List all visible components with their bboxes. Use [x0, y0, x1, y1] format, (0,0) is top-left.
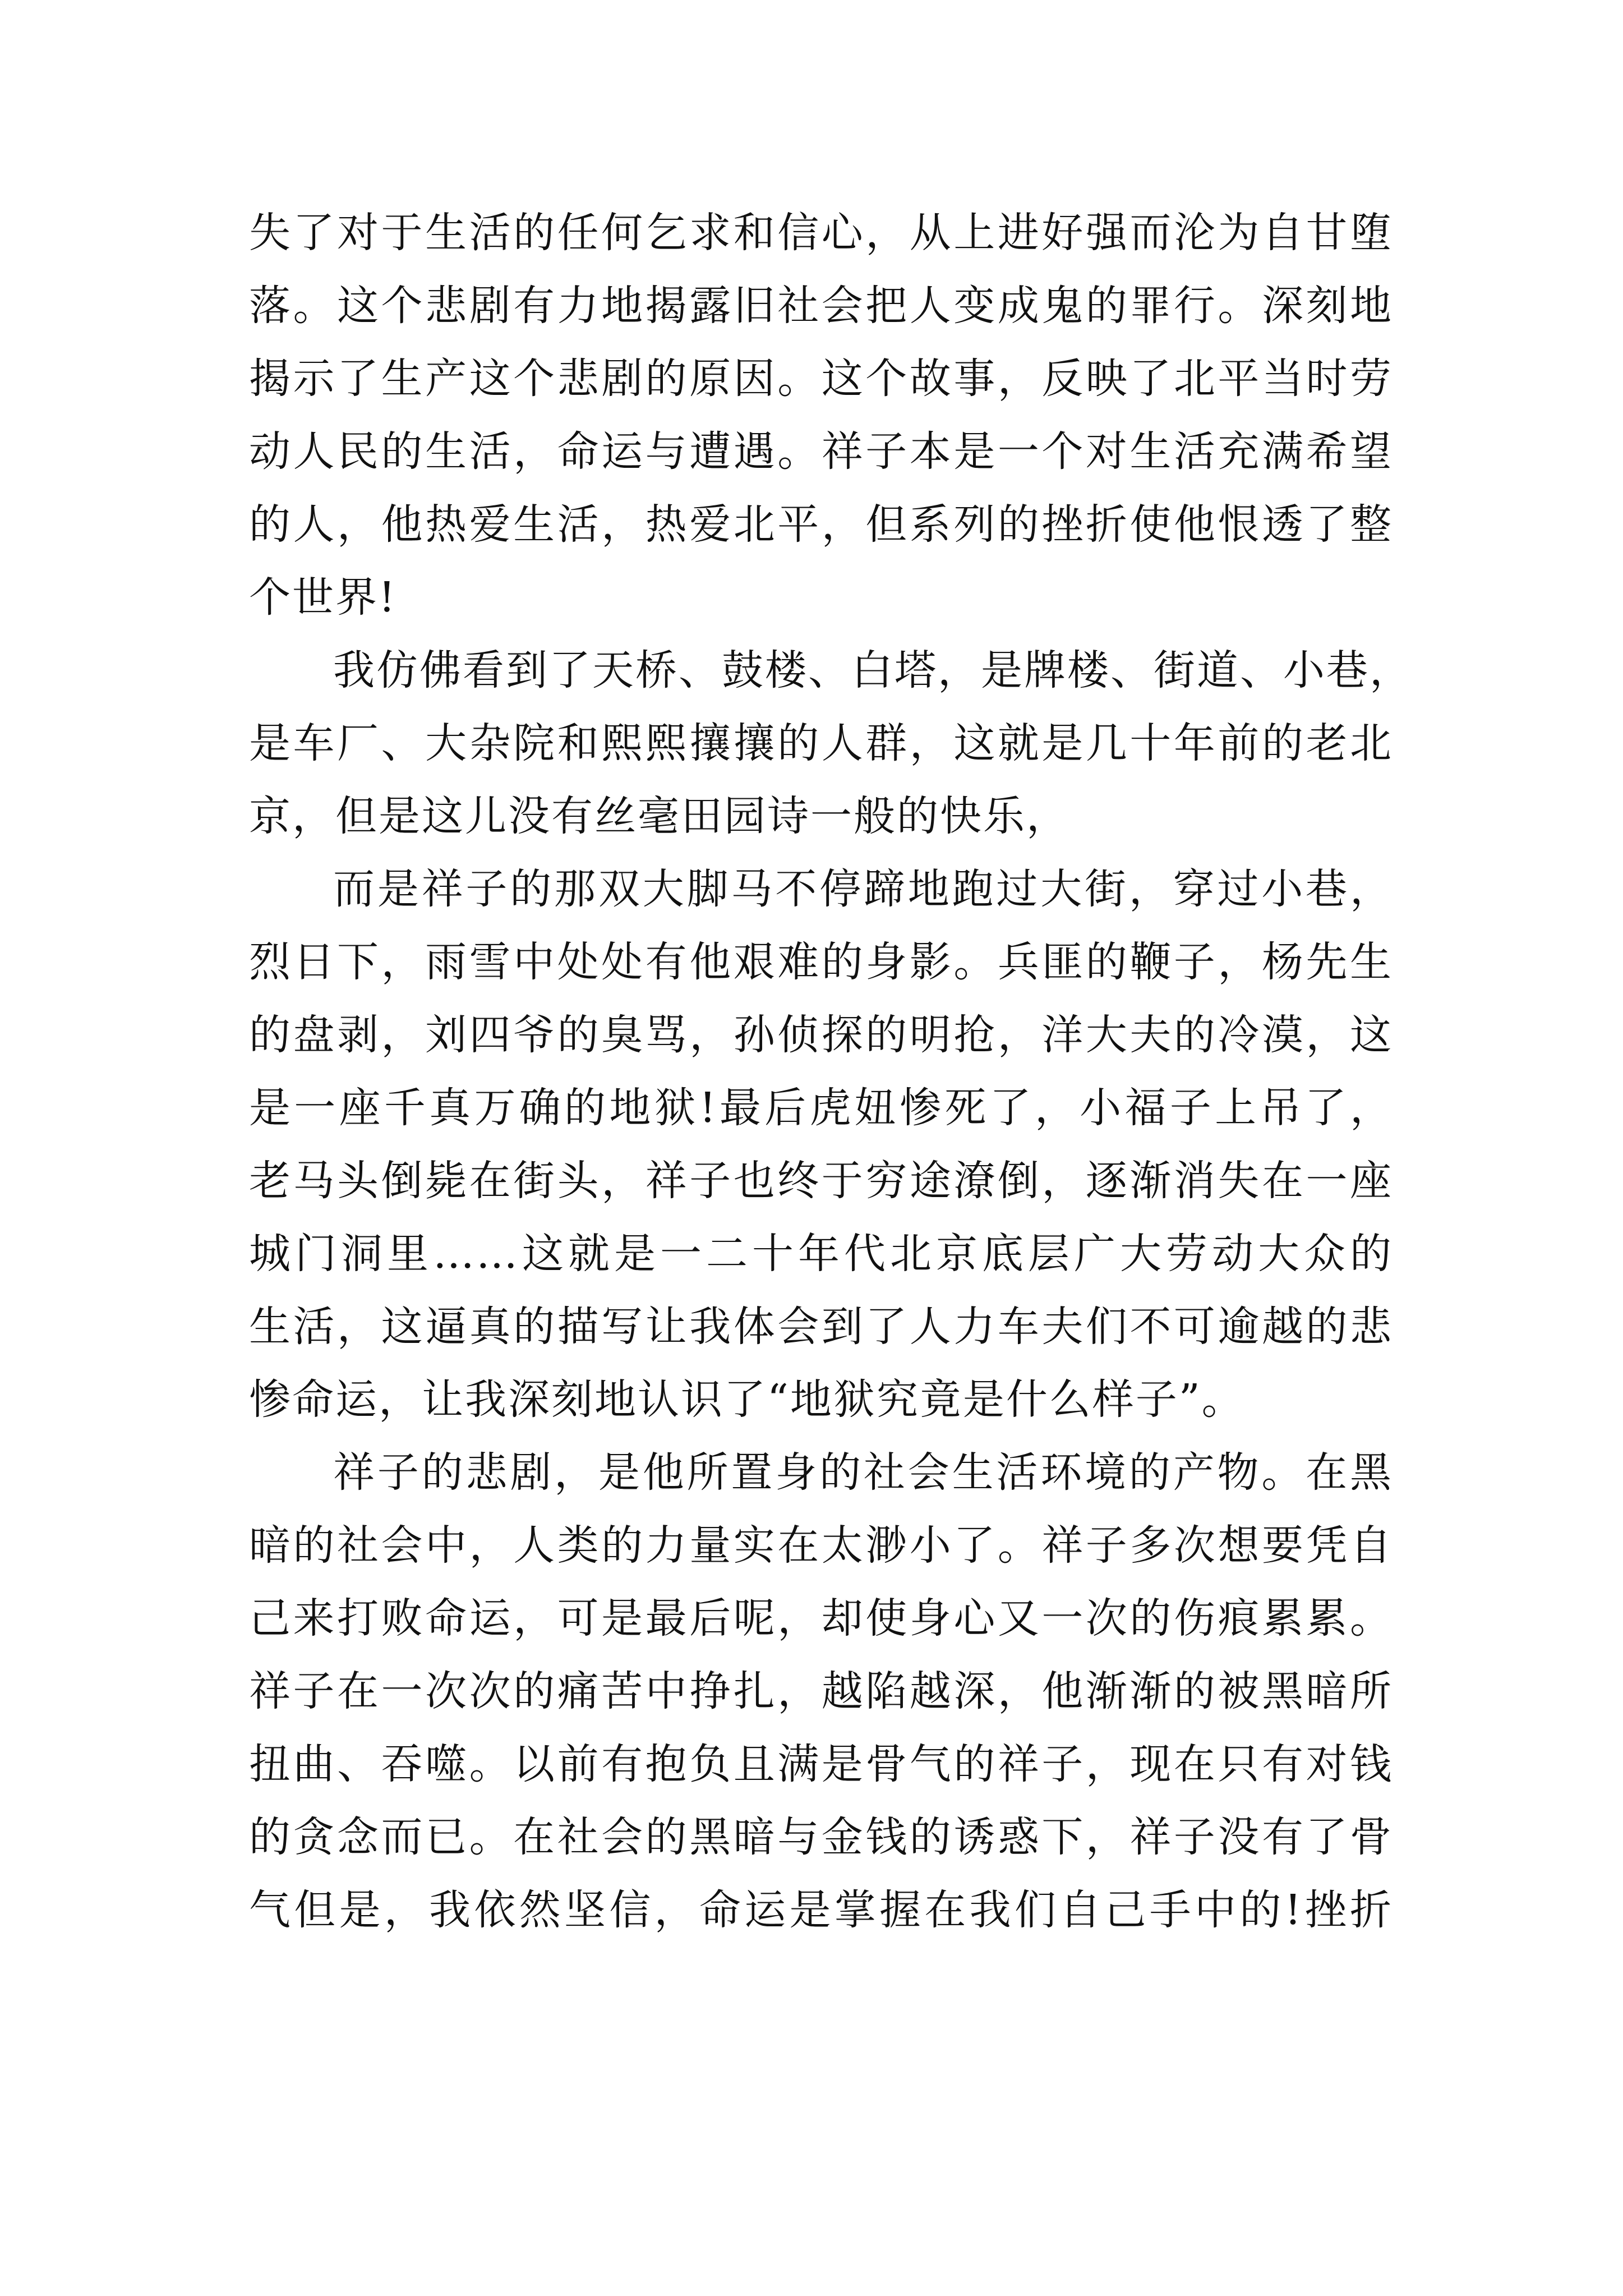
text-line: 动人民的生活，命运与遭遇。祥子本是一个对生活充满希望	[249, 427, 1393, 476]
text-line: 的贪念而已。在社会的黑暗与金钱的诱惑下，祥子没有了骨	[249, 1813, 1393, 1861]
text-line: 揭示了生产这个悲剧的原因。这个故事，反映了北平当时劳	[249, 355, 1393, 403]
text-line: 生活，这逼真的描写让我体会到了人力车夫们不可逾越的悲	[249, 1303, 1393, 1351]
text-line: 气但是，我依然坚信，命运是掌握在我们自己手中的!挫折	[249, 1886, 1393, 1934]
text-line: 落。这个悲剧有力地揭露旧社会把人变成鬼的罪行。深刻地	[249, 282, 1393, 330]
text-line: 是一座千真万确的地狱!最后虎妞惨死了，小福子上吊了，	[249, 1084, 1393, 1132]
text-line: 老马头倒毙在街头，祥子也终于穷途潦倒，逐渐消失在一座	[249, 1157, 1393, 1205]
text-line: 己来打败命运，可是最后呢，却使身心又一次的伤痕累累。	[249, 1594, 1393, 1642]
text-line: 个世界!	[249, 573, 397, 622]
text-line: 的人，他热爱生活，热爱北平，但系列的挫折使他恨透了整	[249, 500, 1393, 549]
text-line: 的盘剥，刘四爷的臭骂，孙侦探的明抢，洋大夫的冷漠，这	[249, 1011, 1393, 1059]
text-line: 祥子的悲剧，是他所置身的社会生活环境的产物。在黑	[333, 1448, 1393, 1497]
text-line: 烈日下，雨雪中处处有他艰难的身影。兵匪的鞭子，杨先生	[249, 938, 1393, 986]
text-line: 祥子在一次次的痛苦中挣扎，越陷越深，他渐渐的被黑暗所	[249, 1667, 1393, 1715]
text-line: 京，但是这儿没有丝毫田园诗一般的快乐，	[249, 792, 1069, 840]
text-line: 是车厂、大杂院和熙熙攘攘的人群，这就是几十年前的老北	[249, 719, 1393, 767]
text-line: 城门洞里……这就是一二十年代北京底层广大劳动大众的	[249, 1230, 1393, 1278]
text-line: 失了对于生活的任何乞求和信心，从上进好强而沦为自甘堕	[249, 209, 1393, 257]
text-line: 惨命运，让我深刻地认识了“地狱究竟是什么样子”。	[249, 1375, 1245, 1424]
text-line: 扭曲、吞噬。以前有抱负且满是骨气的祥子，现在只有对钱	[249, 1740, 1393, 1788]
text-line: 暗的社会中，人类的力量实在太渺小了。祥子多次想要凭自	[249, 1521, 1393, 1570]
essay-body	[249, 196, 1413, 1947]
text-line: 我仿佛看到了天桥、鼓楼、白塔，是牌楼、街道、小巷，	[333, 646, 1413, 694]
text-line: 而是祥子的那双大脚马不停蹄地跑过大街，穿过小巷，	[333, 865, 1393, 913]
